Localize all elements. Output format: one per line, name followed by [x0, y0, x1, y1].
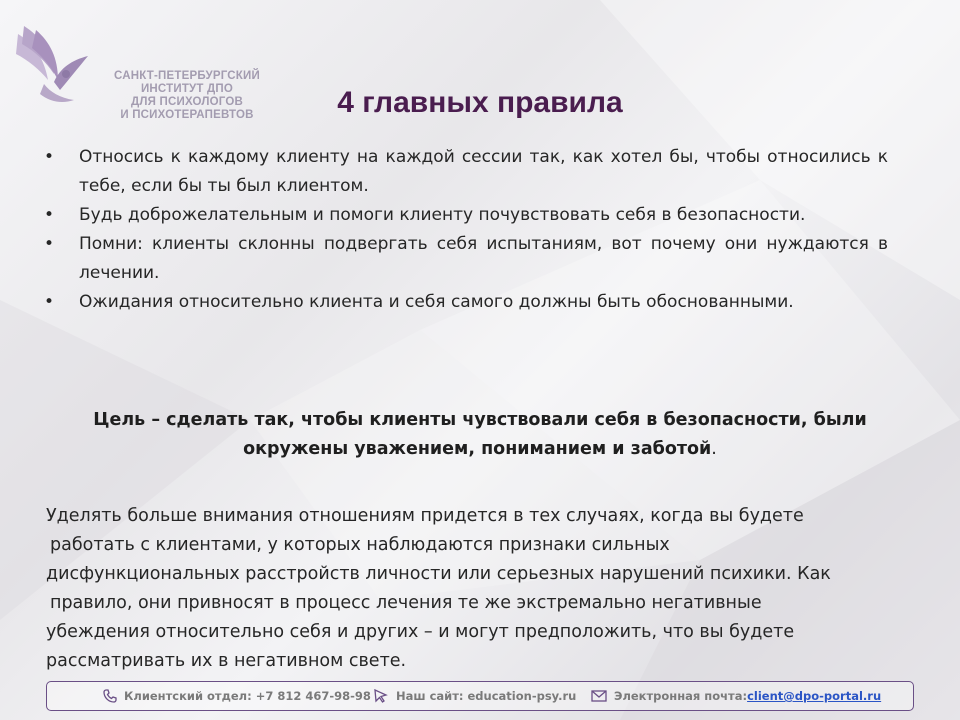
phone-text: Клиентский отдел: +7 812 467-98-98 — [124, 689, 371, 703]
paragraph-line: работать с клиентами, у которых наблюдаются признаки сильных — [50, 535, 670, 555]
logo-line: И ПСИХОТЕРАПЕВТОВ — [120, 109, 254, 121]
contact-footer — [46, 681, 914, 711]
phone-icon — [103, 689, 117, 703]
bullet-line: Помни: клиенты склонны подвергать себя испытаниям, вот почему — [79, 234, 716, 254]
paragraph-line: убеждения относительно себя и других – и могут предположить, что вы будете — [46, 622, 795, 642]
list-item — [44, 230, 888, 288]
paragraph-line: рассматривать их в негативном свете. — [46, 651, 407, 671]
site-text[interactable]: Наш сайт: education-psy.ru — [396, 689, 577, 703]
bullet-line: Относись к каждому клиенту на каждой сессии так, как хотел бы, — [79, 147, 699, 167]
slide-title: 4 главных правила — [337, 86, 623, 119]
paragraph-line: правило, они привносят в процесс лечения те же экстремально негативные — [50, 593, 762, 613]
envelope-icon — [591, 690, 607, 702]
bullet-icon: • — [44, 234, 55, 254]
footer-phone — [103, 689, 371, 703]
goal-period: . — [711, 439, 717, 459]
bullet-line: Ожидания относительно клиента и себя самого должны быть обоснованными. — [79, 292, 794, 312]
bullet-line: чтобы относились к тебе, если бы ты был клиентом. — [79, 147, 888, 196]
goal-line: Цель – сделать так, чтобы клиенты чувствовали себя в безопасности, были — [93, 410, 867, 430]
bullet-icon: • — [44, 205, 55, 225]
bullet-icon: • — [44, 147, 55, 167]
cursor-icon — [373, 689, 389, 703]
body-paragraph — [46, 502, 926, 676]
rules-list — [44, 143, 888, 317]
list-item — [44, 288, 888, 317]
goal-line: окружены уважением, пониманием и заботой — [243, 439, 712, 459]
bullet-line: Будь доброжелательным и помоги клиенту почувствовать себя в безопасности. — [79, 205, 806, 225]
logo-line: ИНСТИТУТ ДПО — [140, 83, 234, 95]
goal-statement — [60, 406, 900, 464]
footer-site — [373, 689, 576, 703]
logo-line: САНКТ-ПЕТЕРБУРГСКИЙ — [114, 70, 260, 82]
email-label: Электронная почта: — [614, 689, 748, 703]
logo-line: ДЛЯ ПСИХОЛОГОВ — [130, 96, 244, 108]
email-link[interactable]: client@dpo-portal.ru — [747, 689, 882, 703]
bullet-icon: • — [44, 292, 55, 312]
goal-line-2 — [60, 435, 900, 464]
list-item — [44, 201, 888, 230]
bullet-line: они нуждаются в лечении. — [79, 234, 889, 283]
footer-email — [591, 689, 881, 703]
paragraph-line: Уделять больше внимания отношениям придется в тех случаях, когда вы будете — [46, 506, 804, 526]
paragraph-line: дисфункциональных расстройств личности или серьезных нарушений психики. Как — [46, 564, 831, 584]
list-item — [44, 143, 888, 201]
